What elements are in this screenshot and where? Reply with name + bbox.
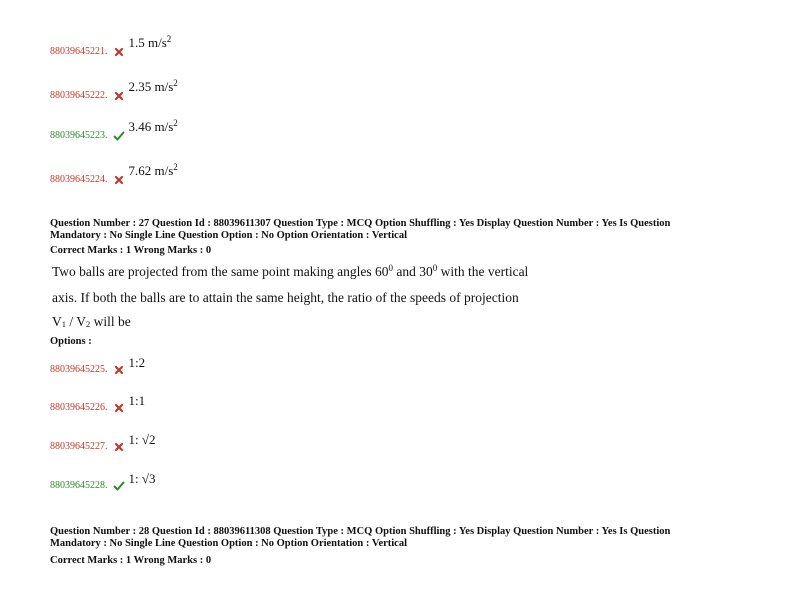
question-marks: Correct Marks : 1 Wrong Marks : 0: [50, 555, 212, 566]
option-row: [50, 390, 145, 414]
option-row: [50, 78, 178, 102]
cross-icon: [113, 174, 125, 186]
option-id: 88039645228.: [50, 480, 108, 491]
check-icon: [113, 130, 125, 142]
cross-icon: [113, 364, 125, 376]
option-text: 1.5 $m/s^2$: [128, 34, 172, 50]
option-row: [50, 162, 178, 186]
question-meta: Question Number : 27 Question Id : 88039611307 Question Type : MCQ Option Shuffling : Yes Display Question Number : Yes Is Question Mandatory : No Single Line Question Option : No Option Orientation : Vertical: [50, 218, 671, 241]
option-text: 1:2: [128, 355, 146, 370]
option-id: 88039645226.: [50, 402, 108, 413]
option-id: 88039645222.: [50, 90, 108, 101]
option-id: 88039645227.: [50, 441, 108, 452]
option-id: 88039645224.: [50, 174, 108, 185]
option-row: [50, 468, 156, 492]
cross-icon: [113, 90, 125, 102]
cross-icon: [113, 441, 125, 453]
option-id: 88039645225.: [50, 364, 108, 375]
option-row: [50, 352, 145, 376]
option-id: 88039645223.: [50, 130, 108, 141]
option-row: [50, 34, 171, 58]
option-row: [50, 118, 178, 142]
check-icon: [113, 480, 125, 492]
question-text-line: Two balls are projected from the same point making angles $60^0$ and $30^0$ with the vertical: [52, 263, 529, 279]
option-text: 1: √3: [128, 471, 156, 486]
option-row: [50, 429, 156, 453]
question-meta: Question Number : 28 Question Id : 88039611308 Question Type : MCQ Option Shuffling : Yes Display Question Number : Yes Is Question Mandatory : No Single Line Question Option : No Option Orientation : Vertical: [50, 526, 671, 549]
question-text-line: axis. If both the balls are to attain the same height, the ratio of the speeds of projection: [52, 290, 519, 305]
question-marks: Correct Marks : 1 Wrong Marks : 0: [50, 245, 212, 256]
cross-icon: [113, 402, 125, 414]
option-text: 1:1: [128, 393, 146, 408]
options-label: Options :: [50, 336, 92, 347]
option-text: 2.35 $m/s^2$: [128, 78, 178, 94]
option-text: 1: √2: [128, 432, 156, 447]
option-id: 88039645221.: [50, 46, 108, 57]
option-text: 7.62 $m/s^2$: [128, 162, 178, 178]
cross-icon: [113, 46, 125, 58]
option-text: 3.46 $m/s^2$: [128, 118, 178, 134]
question-text-line: $V_1 / V_2$ will be: [52, 314, 131, 329]
